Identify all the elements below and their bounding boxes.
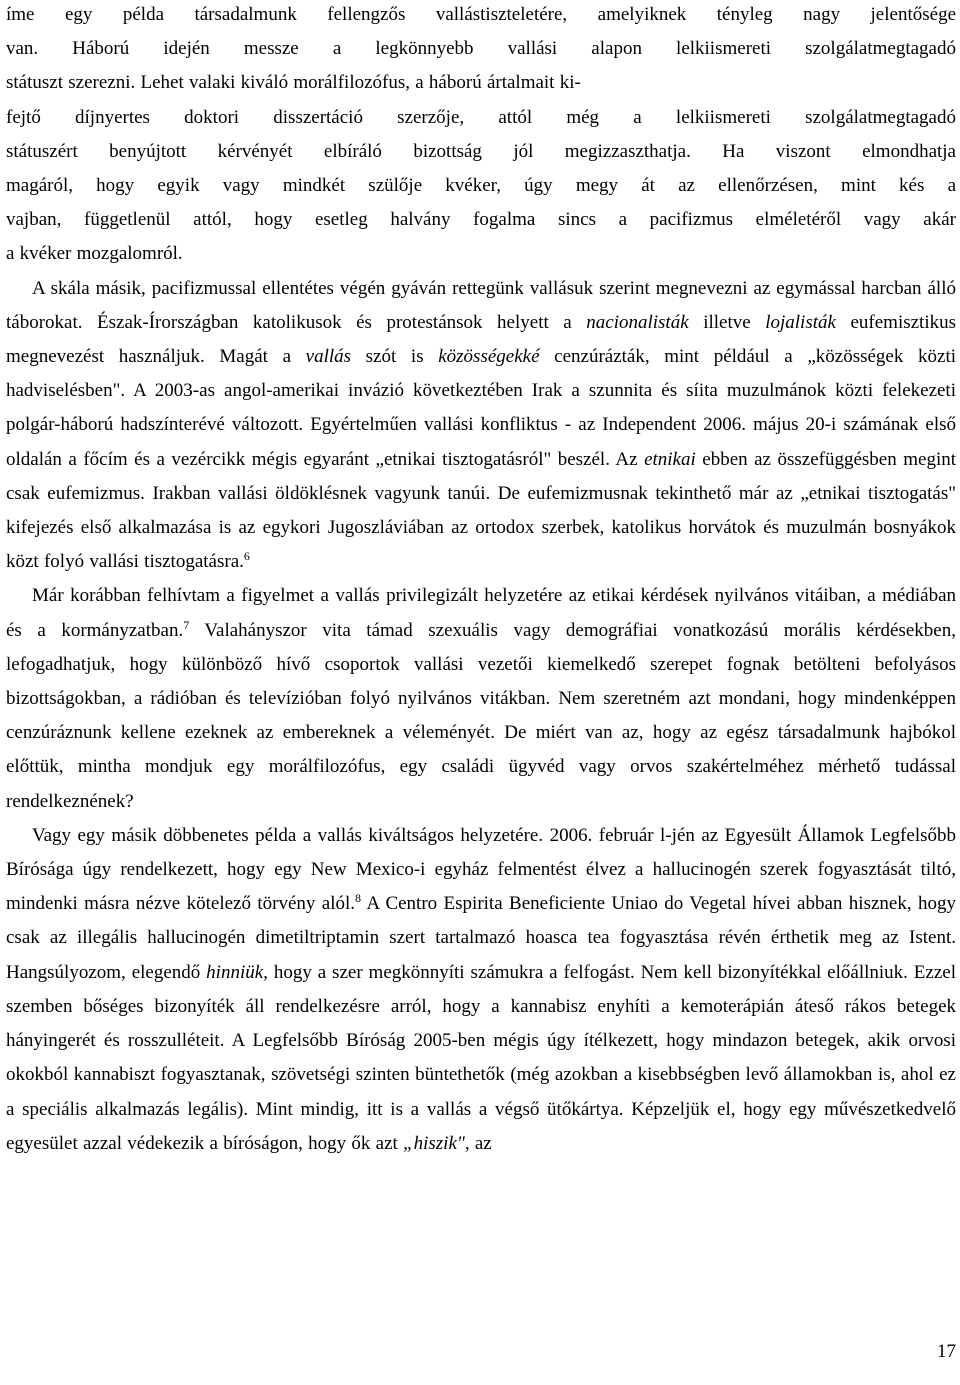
paragraph-continuation	[6, 0, 956, 272]
italic-text: etnikai	[644, 448, 696, 470]
page-number: 17	[937, 1341, 956, 1362]
paragraph-supreme-court-example	[6, 819, 956, 1161]
text-run: illetve	[688, 311, 766, 333]
text-line: vajban, függetlenül attól, hogy esetleg halvány fogalma sincs a pacifizmus elméletéről vagy akár	[6, 209, 956, 231]
italic-text: hinniük,	[206, 961, 268, 983]
footnote-reference: 6	[243, 549, 250, 564]
text-run: Vagy egy másik döbbenetes példa a vallás kiváltságos helyzetére. 2006. február l-jén az Egyesült Államok Legfelsőbb Bírósága úgy rendelkezett, hogy egy New Mexico-i egyház felmentést élvez a hallucinogén szerek fogyasztását tiltó, mindenki másra nézve kötelező törvény alól.	[6, 824, 956, 915]
text-run: szót is	[351, 346, 439, 368]
text-run: Valahányszor vita támad szexuális vagy demográfiai vonatkozású morális kérdésekben, lefogadhatjuk, hogy különböző hívő csoportok vallási vezetői kiemelkedő szerepet fognak betölteni befolyásos bizottságokban, a rádióban és televízióban folyó nyilvános vitákban. Nem szeretném azt mondani, hogy mindenképpen cenzúráznunk kellene ezeknek az embereknek a véleményét. De miért van az, hogy az egész társadalmunk hajbókol előttük, mintha mondjuk egy morálfilozófus, egy családi ügyvéd vagy orvos szakértelméhez mérhető tudással rendelkeznének?	[6, 619, 956, 812]
italic-text: lojalisták	[765, 311, 836, 333]
text-run: ebben az összefüggésben megint csak eufemizmus. Irakban vallási öldöklésnek vagyunk tanúi. De eufemizmusnak tekinthető már az „etnikai tisztogatás" kifejezés első alkalmazása is az egykori Jugoszláviában az ortodox szerbek, katolikus horvátok és muzulmán bosnyákok közt folyó vallási tisztogatásra.	[6, 448, 956, 573]
text-line: státuszért benyújtott kérvényét elbíráló bizottság jól megizzaszthatja. Ha viszont elmondhatja	[6, 140, 956, 162]
text-run: Már korábban felhívtam a figyelmet a vallás privilegizált helyzetére az etikai kérdések nyilvános vitáiban, a médiában és a kormányzatban.	[6, 585, 956, 641]
text-run: eufemisztikus megnevezést használjuk. Magát a	[6, 311, 956, 368]
text-line: íme egy példa társadalmunk fellengzős vallástiszteletére, amelyiknek tényleg nagy jelentősége	[6, 4, 956, 25]
italic-text: vallás	[305, 346, 352, 368]
italic-text: „hiszik"	[403, 1132, 465, 1154]
italic-text: nacionalisták	[586, 311, 689, 333]
document-page	[6, 0, 956, 1161]
paragraph-religious-euphemisms	[6, 272, 956, 580]
text-run: cenzúrázták, mint például a „közösségek közti hadviselésben". A 2003-as angol-amerikai invázió következtében Irak a szunnita és síita muzulmánok közti felekezeti polgár-háború hadszínterévé változott. Egyértelműen vallási konfliktus - az Independent 2006. május 20-i számának első oldalán a főcím és a vezércikk mégis egyaránt „etnikai tisztogatásról" beszél. Az	[6, 346, 956, 470]
text-line: fejtő díjnyertes doktori disszertáció szerzője, attól még a lelkiismereti szolgálatmegtagadó	[6, 106, 956, 128]
italic-text: közösségekké	[438, 346, 540, 368]
text-line: státuszt szerezni. Lehet valaki kiváló morálfilozófus, a háború ártalmait ki-	[6, 72, 581, 94]
text-run: , az	[464, 1132, 492, 1154]
text-run: A Centro Espirita Beneficiente Uniao do Vegetal hívei abban hisznek, hogy csak az illegális hallucinogén dimetiltriptamin szert tartalmazó hoasca tea fogyasztása révén érthetik meg az Istent. Hangsúlyozom, elegendő	[6, 893, 956, 983]
text-run: hogy a szer megkönnyíti számukra a felfogást. Nem kell bizonyítékkal előállniuk. Ezzel szemben bőséges bizonyíték áll rendelkezésre arról, hogy a kannabisz enyhíti a kemoterápián áteső rákos betegek hányingerét és rosszulléteit. A Legfelsőbb Bíróság 2005-ben mégis úgy ítélkezett, hogy mindazon betegek, akik orvosi okokból kannabiszt fogyasztanak, szövetségi szinten büntethetők (még azokban a kisebbségben levő államokban is, ahol ez a speciális alkalmazás legális). Mint mindig, itt is a vallás a végső ütőkártya. Képzeljük el, hogy egy művészetkedvelő egyesület azzal védekezik a bíróságon, hogy ők azt	[6, 961, 956, 1154]
text-line: van. Háború idején messze a legkönnyebb vallási alapon lelkiismereti szolgálatmegtagadó	[6, 38, 956, 60]
footnote-reference: 8	[355, 891, 362, 906]
text-run: A skála másik, pacifizmussal ellentétes végén gyáván rettegünk vallásuk szerint megnevezni az egymással harcban álló táborokat. Észak-Írországban katolikusok és protestánsok helyett a	[6, 277, 956, 333]
footnote-reference: 7	[183, 617, 190, 632]
text-line: a kvéker mozgalomról.	[6, 243, 183, 265]
paragraph-religious-privilege	[6, 579, 956, 818]
text-line: magáról, hogy egyik vagy mindkét szülője kvéker, úgy megy át az ellenőrzésen, mint kés a	[6, 175, 956, 197]
